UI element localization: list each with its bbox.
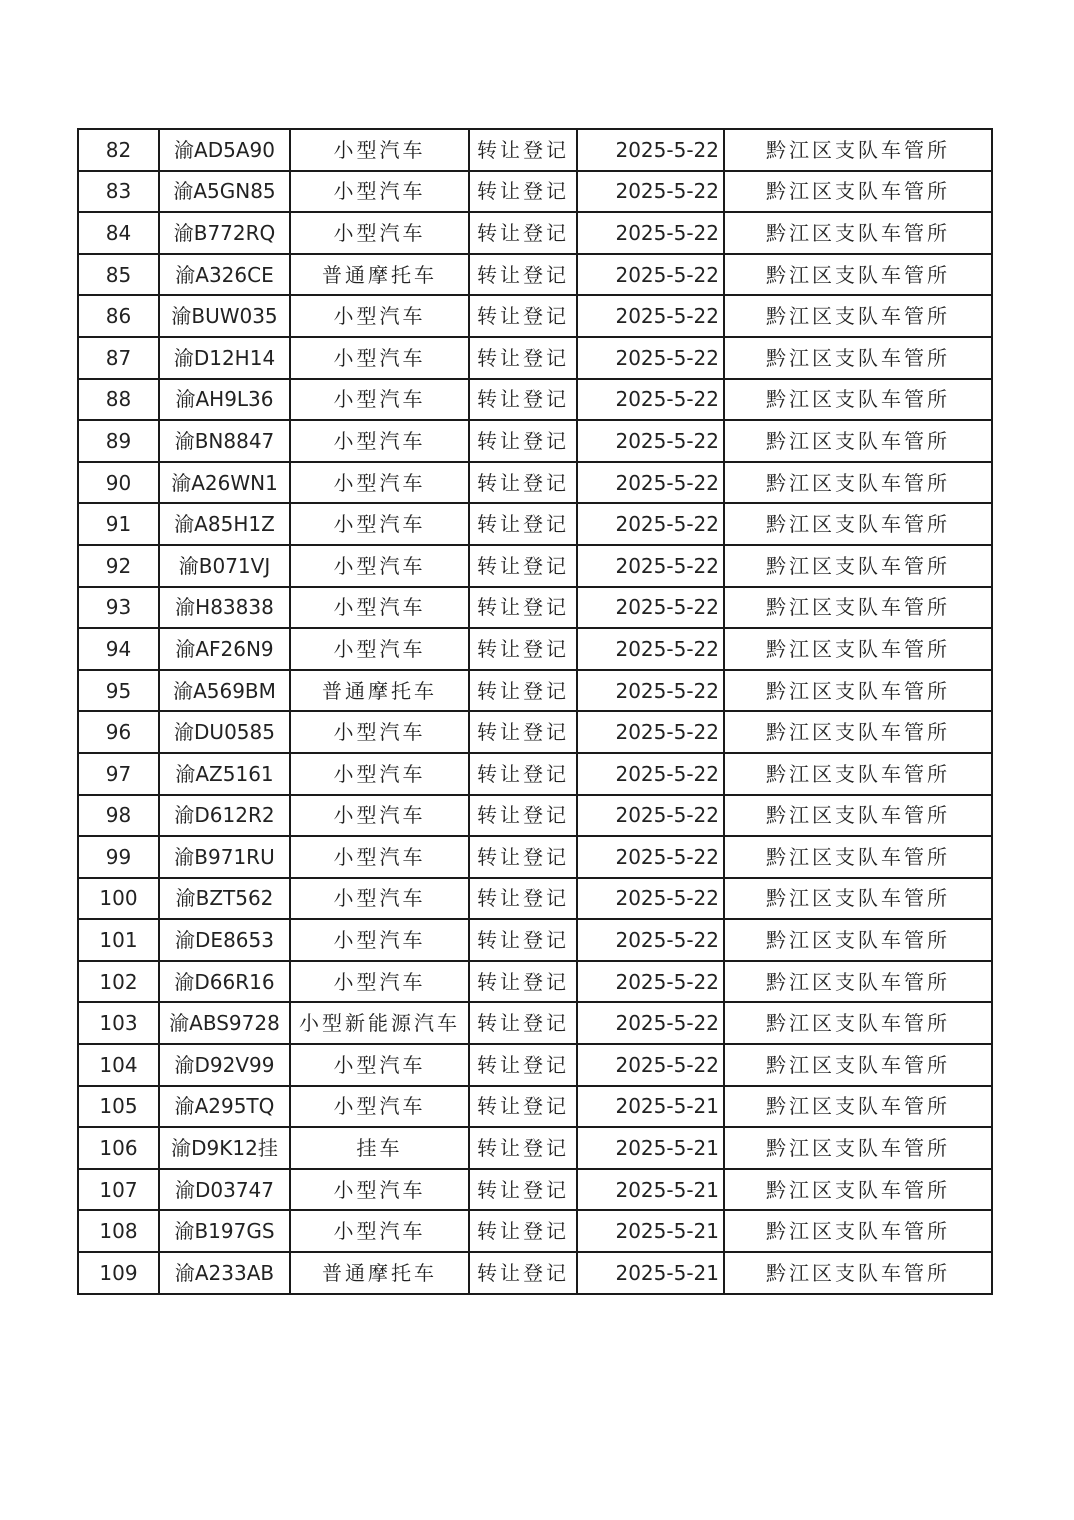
row-number-cell: 88 bbox=[78, 379, 159, 421]
vehicle-type-cell: 小型汽车 bbox=[290, 420, 469, 462]
registration-date-cell: 2025-5-22 bbox=[577, 129, 724, 171]
table-row bbox=[78, 1044, 992, 1086]
operation-type-cell: 转让登记 bbox=[469, 545, 577, 587]
table-row bbox=[78, 670, 992, 712]
registration-office-cell: 黔江区支队车管所 bbox=[724, 795, 992, 837]
plate-number-cell: 渝A295TQ bbox=[159, 1086, 290, 1128]
row-number-cell: 107 bbox=[78, 1169, 159, 1211]
plate-number-cell: 渝AZ5161 bbox=[159, 753, 290, 795]
vehicle-type-cell: 小型汽车 bbox=[290, 587, 469, 629]
vehicle-type-cell: 小型新能源汽车 bbox=[290, 1002, 469, 1044]
registration-office-cell: 黔江区支队车管所 bbox=[724, 628, 992, 670]
vehicle-type-cell: 小型汽车 bbox=[290, 1210, 469, 1252]
registration-office-cell: 黔江区支队车管所 bbox=[724, 1002, 992, 1044]
operation-type-cell: 转让登记 bbox=[469, 628, 577, 670]
plate-number-cell: 渝B971RU bbox=[159, 836, 290, 878]
vehicle-type-cell: 普通摩托车 bbox=[290, 1252, 469, 1294]
registration-date-cell: 2025-5-22 bbox=[577, 961, 724, 1003]
plate-number-cell: 渝D612R2 bbox=[159, 795, 290, 837]
plate-number-cell: 渝DU0585 bbox=[159, 711, 290, 753]
registration-date-cell: 2025-5-22 bbox=[577, 753, 724, 795]
registration-date-cell: 2025-5-22 bbox=[577, 878, 724, 920]
registration-office-cell: 黔江区支队车管所 bbox=[724, 919, 992, 961]
operation-type-cell: 转让登记 bbox=[469, 1210, 577, 1252]
plate-number-cell: 渝BN8847 bbox=[159, 420, 290, 462]
vehicle-type-cell: 挂车 bbox=[290, 1127, 469, 1169]
vehicle-type-cell: 普通摩托车 bbox=[290, 670, 469, 712]
vehicle-type-cell: 小型汽车 bbox=[290, 212, 469, 254]
plate-number-cell: 渝AH9L36 bbox=[159, 379, 290, 421]
operation-type-cell: 转让登记 bbox=[469, 711, 577, 753]
table-row bbox=[78, 1169, 992, 1211]
registration-date-cell: 2025-5-21 bbox=[577, 1127, 724, 1169]
operation-type-cell: 转让登记 bbox=[469, 961, 577, 1003]
table-row bbox=[78, 1210, 992, 1252]
table-row bbox=[78, 212, 992, 254]
registration-office-cell: 黔江区支队车管所 bbox=[724, 254, 992, 296]
registration-office-cell: 黔江区支队车管所 bbox=[724, 295, 992, 337]
vehicle-type-cell: 普通摩托车 bbox=[290, 254, 469, 296]
table-row bbox=[78, 1002, 992, 1044]
registration-office-cell: 黔江区支队车管所 bbox=[724, 753, 992, 795]
operation-type-cell: 转让登记 bbox=[469, 1002, 577, 1044]
operation-type-cell: 转让登记 bbox=[469, 1086, 577, 1128]
operation-type-cell: 转让登记 bbox=[469, 1044, 577, 1086]
table-row bbox=[78, 545, 992, 587]
registration-office-cell: 黔江区支队车管所 bbox=[724, 587, 992, 629]
registration-date-cell: 2025-5-22 bbox=[577, 1044, 724, 1086]
registration-date-cell: 2025-5-21 bbox=[577, 1086, 724, 1128]
plate-number-cell: 渝A5GN85 bbox=[159, 171, 290, 213]
row-number-cell: 98 bbox=[78, 795, 159, 837]
registration-date-cell: 2025-5-21 bbox=[577, 1252, 724, 1294]
vehicle-type-cell: 小型汽车 bbox=[290, 628, 469, 670]
row-number-cell: 105 bbox=[78, 1086, 159, 1128]
registration-office-cell: 黔江区支队车管所 bbox=[724, 1210, 992, 1252]
table-row bbox=[78, 628, 992, 670]
plate-number-cell: 渝D12H14 bbox=[159, 337, 290, 379]
registration-office-cell: 黔江区支队车管所 bbox=[724, 212, 992, 254]
operation-type-cell: 转让登记 bbox=[469, 503, 577, 545]
row-number-cell: 108 bbox=[78, 1210, 159, 1252]
vehicle-type-cell: 小型汽车 bbox=[290, 919, 469, 961]
row-number-cell: 104 bbox=[78, 1044, 159, 1086]
registration-office-cell: 黔江区支队车管所 bbox=[724, 1252, 992, 1294]
row-number-cell: 103 bbox=[78, 1002, 159, 1044]
table-row bbox=[78, 961, 992, 1003]
row-number-cell: 97 bbox=[78, 753, 159, 795]
registration-date-cell: 2025-5-22 bbox=[577, 254, 724, 296]
plate-number-cell: 渝A85H1Z bbox=[159, 503, 290, 545]
registration-date-cell: 2025-5-22 bbox=[577, 295, 724, 337]
vehicle-type-cell: 小型汽车 bbox=[290, 1169, 469, 1211]
row-number-cell: 101 bbox=[78, 919, 159, 961]
registration-office-cell: 黔江区支队车管所 bbox=[724, 836, 992, 878]
vehicle-type-cell: 小型汽车 bbox=[290, 545, 469, 587]
operation-type-cell: 转让登记 bbox=[469, 379, 577, 421]
table-row bbox=[78, 1086, 992, 1128]
operation-type-cell: 转让登记 bbox=[469, 462, 577, 504]
registration-date-cell: 2025-5-22 bbox=[577, 795, 724, 837]
registration-date-cell: 2025-5-22 bbox=[577, 628, 724, 670]
table-row bbox=[78, 1252, 992, 1294]
table-row bbox=[78, 753, 992, 795]
vehicle-type-cell: 小型汽车 bbox=[290, 295, 469, 337]
registration-date-cell: 2025-5-22 bbox=[577, 212, 724, 254]
row-number-cell: 85 bbox=[78, 254, 159, 296]
plate-number-cell: 渝A233AB bbox=[159, 1252, 290, 1294]
vehicle-type-cell: 小型汽车 bbox=[290, 795, 469, 837]
registration-date-cell: 2025-5-22 bbox=[577, 337, 724, 379]
table-row bbox=[78, 129, 992, 171]
plate-number-cell: 渝A569BM bbox=[159, 670, 290, 712]
operation-type-cell: 转让登记 bbox=[469, 795, 577, 837]
table-row bbox=[78, 711, 992, 753]
table-row bbox=[78, 462, 992, 504]
plate-number-cell: 渝DE8653 bbox=[159, 919, 290, 961]
plate-number-cell: 渝B197GS bbox=[159, 1210, 290, 1252]
row-number-cell: 90 bbox=[78, 462, 159, 504]
table-row bbox=[78, 379, 992, 421]
table-row bbox=[78, 337, 992, 379]
operation-type-cell: 转让登记 bbox=[469, 295, 577, 337]
vehicle-type-cell: 小型汽车 bbox=[290, 878, 469, 920]
table-row bbox=[78, 836, 992, 878]
table-row bbox=[78, 420, 992, 462]
vehicle-type-cell: 小型汽车 bbox=[290, 961, 469, 1003]
registration-date-cell: 2025-5-22 bbox=[577, 420, 724, 462]
registration-office-cell: 黔江区支队车管所 bbox=[724, 420, 992, 462]
operation-type-cell: 转让登记 bbox=[469, 587, 577, 629]
row-number-cell: 96 bbox=[78, 711, 159, 753]
row-number-cell: 92 bbox=[78, 545, 159, 587]
registration-date-cell: 2025-5-22 bbox=[577, 545, 724, 587]
vehicle-type-cell: 小型汽车 bbox=[290, 379, 469, 421]
row-number-cell: 100 bbox=[78, 878, 159, 920]
registration-office-cell: 黔江区支队车管所 bbox=[724, 503, 992, 545]
plate-number-cell: 渝A326CE bbox=[159, 254, 290, 296]
registration-table bbox=[77, 128, 993, 1295]
row-number-cell: 102 bbox=[78, 961, 159, 1003]
vehicle-type-cell: 小型汽车 bbox=[290, 129, 469, 171]
operation-type-cell: 转让登记 bbox=[469, 878, 577, 920]
row-number-cell: 109 bbox=[78, 1252, 159, 1294]
registration-office-cell: 黔江区支队车管所 bbox=[724, 670, 992, 712]
registration-date-cell: 2025-5-22 bbox=[577, 503, 724, 545]
plate-number-cell: 渝D03747 bbox=[159, 1169, 290, 1211]
registration-date-cell: 2025-5-22 bbox=[577, 919, 724, 961]
registration-office-cell: 黔江区支队车管所 bbox=[724, 1044, 992, 1086]
registration-date-cell: 2025-5-22 bbox=[577, 462, 724, 504]
table-row bbox=[78, 503, 992, 545]
registration-office-cell: 黔江区支队车管所 bbox=[724, 462, 992, 504]
operation-type-cell: 转让登记 bbox=[469, 254, 577, 296]
operation-type-cell: 转让登记 bbox=[469, 420, 577, 462]
operation-type-cell: 转让登记 bbox=[469, 753, 577, 795]
table-row bbox=[78, 171, 992, 213]
plate-number-cell: 渝B772RQ bbox=[159, 212, 290, 254]
row-number-cell: 95 bbox=[78, 670, 159, 712]
vehicle-type-cell: 小型汽车 bbox=[290, 1086, 469, 1128]
registration-table-body bbox=[78, 129, 992, 1294]
vehicle-type-cell: 小型汽车 bbox=[290, 462, 469, 504]
plate-number-cell: 渝ABS9728 bbox=[159, 1002, 290, 1044]
row-number-cell: 99 bbox=[78, 836, 159, 878]
table-row bbox=[78, 254, 992, 296]
plate-number-cell: 渝BZT562 bbox=[159, 878, 290, 920]
registration-date-cell: 2025-5-22 bbox=[577, 171, 724, 213]
operation-type-cell: 转让登记 bbox=[469, 129, 577, 171]
operation-type-cell: 转让登记 bbox=[469, 836, 577, 878]
table-row bbox=[78, 795, 992, 837]
row-number-cell: 86 bbox=[78, 295, 159, 337]
plate-number-cell: 渝H83838 bbox=[159, 587, 290, 629]
registration-office-cell: 黔江区支队车管所 bbox=[724, 129, 992, 171]
row-number-cell: 106 bbox=[78, 1127, 159, 1169]
plate-number-cell: 渝A26WN1 bbox=[159, 462, 290, 504]
table-row bbox=[78, 919, 992, 961]
vehicle-type-cell: 小型汽车 bbox=[290, 836, 469, 878]
registration-office-cell: 黔江区支队车管所 bbox=[724, 711, 992, 753]
registration-office-cell: 黔江区支队车管所 bbox=[724, 1169, 992, 1211]
registration-office-cell: 黔江区支队车管所 bbox=[724, 961, 992, 1003]
operation-type-cell: 转让登记 bbox=[469, 171, 577, 213]
vehicle-type-cell: 小型汽车 bbox=[290, 711, 469, 753]
table-row bbox=[78, 295, 992, 337]
plate-number-cell: 渝D9K12挂 bbox=[159, 1127, 290, 1169]
registration-office-cell: 黔江区支队车管所 bbox=[724, 545, 992, 587]
row-number-cell: 82 bbox=[78, 129, 159, 171]
registration-office-cell: 黔江区支队车管所 bbox=[724, 1086, 992, 1128]
registration-date-cell: 2025-5-21 bbox=[577, 1210, 724, 1252]
table-row bbox=[78, 878, 992, 920]
registration-date-cell: 2025-5-22 bbox=[577, 836, 724, 878]
operation-type-cell: 转让登记 bbox=[469, 337, 577, 379]
registration-office-cell: 黔江区支队车管所 bbox=[724, 1127, 992, 1169]
row-number-cell: 89 bbox=[78, 420, 159, 462]
registration-date-cell: 2025-5-22 bbox=[577, 379, 724, 421]
operation-type-cell: 转让登记 bbox=[469, 670, 577, 712]
registration-date-cell: 2025-5-22 bbox=[577, 670, 724, 712]
vehicle-type-cell: 小型汽车 bbox=[290, 337, 469, 379]
operation-type-cell: 转让登记 bbox=[469, 212, 577, 254]
plate-number-cell: 渝D66R16 bbox=[159, 961, 290, 1003]
plate-number-cell: 渝BUW035 bbox=[159, 295, 290, 337]
vehicle-type-cell: 小型汽车 bbox=[290, 753, 469, 795]
operation-type-cell: 转让登记 bbox=[469, 919, 577, 961]
row-number-cell: 93 bbox=[78, 587, 159, 629]
operation-type-cell: 转让登记 bbox=[469, 1169, 577, 1211]
registration-date-cell: 2025-5-21 bbox=[577, 1169, 724, 1211]
table-row bbox=[78, 587, 992, 629]
vehicle-type-cell: 小型汽车 bbox=[290, 503, 469, 545]
plate-number-cell: 渝AD5A90 bbox=[159, 129, 290, 171]
registration-date-cell: 2025-5-22 bbox=[577, 711, 724, 753]
registration-date-cell: 2025-5-22 bbox=[577, 587, 724, 629]
registration-office-cell: 黔江区支队车管所 bbox=[724, 379, 992, 421]
registration-office-cell: 黔江区支队车管所 bbox=[724, 878, 992, 920]
operation-type-cell: 转让登记 bbox=[469, 1127, 577, 1169]
row-number-cell: 91 bbox=[78, 503, 159, 545]
registration-date-cell: 2025-5-22 bbox=[577, 1002, 724, 1044]
row-number-cell: 84 bbox=[78, 212, 159, 254]
registration-office-cell: 黔江区支队车管所 bbox=[724, 337, 992, 379]
vehicle-type-cell: 小型汽车 bbox=[290, 1044, 469, 1086]
vehicle-type-cell: 小型汽车 bbox=[290, 171, 469, 213]
row-number-cell: 94 bbox=[78, 628, 159, 670]
row-number-cell: 83 bbox=[78, 171, 159, 213]
table-row bbox=[78, 1127, 992, 1169]
plate-number-cell: 渝AF26N9 bbox=[159, 628, 290, 670]
row-number-cell: 87 bbox=[78, 337, 159, 379]
registration-office-cell: 黔江区支队车管所 bbox=[724, 171, 992, 213]
operation-type-cell: 转让登记 bbox=[469, 1252, 577, 1294]
plate-number-cell: 渝B071VJ bbox=[159, 545, 290, 587]
plate-number-cell: 渝D92V99 bbox=[159, 1044, 290, 1086]
